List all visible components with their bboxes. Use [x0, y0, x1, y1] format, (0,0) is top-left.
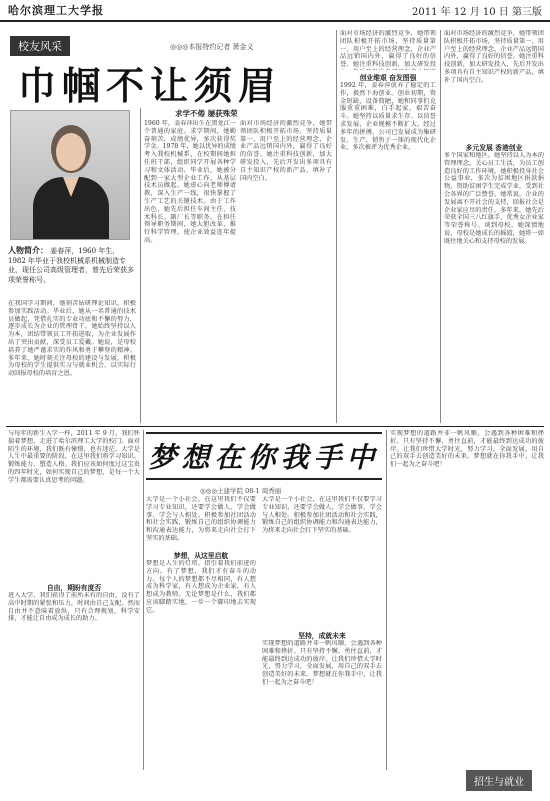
article1-col-far-head: 多元发展 香港创业 — [465, 144, 523, 152]
article2-col4: 实现梦想的道路并非一帆风顺，会遇到各种困难和挫折。只有坚持不懈，勇往直前，才能最终到达成功的彼岸。让我们珍惜大学时光，努力学习，全面发展，用自己的双手去创造美好的未来。梦想就在你我手中，让我们一起为之奋斗吧！ — [390, 430, 544, 469]
article2-byline: ◎◎◎土建学院 08-1 周秀丽 — [200, 487, 282, 495]
section-tag: 校友风采 — [10, 36, 70, 56]
article2-headline-box — [146, 432, 382, 480]
article1-col-right-top: 面对市场经济的激烈竞争，她带领团队积极开拓市场，坚持质量第一、用户至上的经营理念，企业产品远销国内外，赢得了良好的信誉。她注重科技创新，加大研发投 — [340, 30, 436, 69]
article2-col1b: 进入大学，我们获得了前所未有的自由，没有了高中时期的紧张和压力，时间由自己支配。然而自由并不意味着放纵，只有合理规划，科学安排，才能让自由成为成长的助力。 — [8, 592, 140, 623]
article1-col-far: 多个国家和地区。她坚持以人为本的管理理念，关心员工生活，为员工创造良好的工作环境。她积极投身社会公益事业，多次为贫困地区捐款捐物，资助贫困学生完成学业，受到社会各界的广泛赞誉。她常说，企业的发展离不开社会的支持，回报社会是企业家应尽的责任。多年来，她先后荣获全国三八红旗手、优秀女企业家等荣誉称号。谈到母校，她深情地说，母校是她成长的摇篮，她将一如既往地关心和支持母校的发展。 — [444, 152, 544, 245]
paper-name: 哈尔滨理工大学报 — [8, 4, 104, 17]
article1-subtitle: 求学不倦 屡获殊荣 — [175, 109, 238, 118]
footer-section-tag: 招生与就业 — [466, 770, 532, 791]
profile-text: 姜春萍，1960 年生，1982 年毕业于我校机械系机械制造专业，现任公司高级管理者，曾先后荣获多项荣誉称号。 — [8, 247, 134, 284]
masthead — [0, 0, 550, 22]
portrait-photo — [10, 110, 130, 240]
issue-date: 2011 年 12 月 10 日 第三版 — [412, 6, 542, 18]
article2-col3-intro: 大学是一个小社会，在这里我们不仅要学习专业知识，还要学会做人、学会做事、学会与人相处。积极参加社团活动和社会实践，锻炼自己的组织协调能力和沟通表达能力，为将来走向社会打下坚实的基础。 — [262, 496, 382, 535]
article1-col-mid2: 面对市场经济的激烈竞争，她带领团队积极开拓市场，坚持质量第一、用户至上的经营理念，企业产品远销国内外，赢得了良好的信誉。她注重科技创新，加大研发投入，先后开发出多项具有自主知识产权的新产品，填补了国内空白。 — [240, 120, 332, 182]
article1-col-far-top: 面对市场经济的激烈竞争，她带领团队积极开拓市场，坚持质量第一、用户至上的经营理念，企业产品远销国内外，赢得了良好的信誉。她注重科技创新，加大研发投入，先后开发出多项具有自主知识产权的新产品，填补了国内空白。 — [444, 30, 544, 84]
article1-byline: ◎◎◎本报特约记者 萧金义 — [170, 43, 254, 51]
article1-col-right-head: 创业维艰 奋发图强 — [359, 74, 417, 82]
article2-col3-head: 坚持，成就未来 — [298, 632, 346, 640]
article2-col3: 实现梦想的道路并非一帆风顺，会遇到各种困难和挫折。只有坚持不懈，勇往直前，才能最终到达成功的彼岸。让我们珍惜大学时光，努力学习，全面发展，用自己的双手去创造美好的未来。梦想就在你我手中，让我们一起为之奋斗吧！ — [262, 640, 382, 686]
article2-col1: 与每年的新生入学一样，2011 年 9 月，我们怀揣着梦想，走进了哈尔滨理工大学的校门。面对陌生的环境，我们既有憧憬，也有迷茫。大学是人生中最重要的阶段，在这里我们将学习知识、锻炼能力、塑造人格。我们应该如何度过这宝贵的四年时光，如何实现自己的梦想，是每一个大学生都需要认真思考的问题。 — [8, 430, 140, 484]
article1-col-right: 1992 年，姜春萍放弃了稳定的工作，毅然下海创业。创业初期，资金短缺，设备简陋，她和同事们克服重重困难，白手起家，艰苦奋斗。她坚持以质量求生存、以信誉求发展，企业规模不断扩大。经过多年的拼搏，公司已发展成为集研发、生产、销售于一体的现代化企业，多次被评为优秀企业。 — [340, 82, 436, 152]
article1-headline: 巾帼不让须眉 — [18, 64, 283, 108]
profile-box — [8, 246, 136, 285]
article2-col2-head: 梦想，从这里启航 — [173, 552, 229, 560]
profile-label: 人物简介： — [8, 245, 48, 255]
article1-col-mid: 1960 年，姜春萍出生在黑龙江一个普通的家庭。求学期间，她勤奋刻苦，成绩优异，多次获得奖学金。1978 年，她以优异的成绩考入我校机械系，在校期间她担任班干部，组织同学开展各种学习和文体活动。毕业后，她被分配到一家大型企业工作，从基层技术员做起，她虚心向老师傅请教，深入生产一线，很快掌握了生产工艺的关键技术。由于工作出色，她先后担任车间主任、技术科长、副厂长等职务。在担任领导职务期间，她大胆改革，推行科学管理，使企业效益连年提高。 — [144, 120, 236, 244]
article2-headline: 梦想在你我手中 — [148, 441, 380, 474]
article1-col-left: 在我国学习期间，她刻苦钻研理论知识，积极参加实践活动。毕业后，她从一名普通的技术员做起，凭借扎实的专业功底和不懈的努力，逐步成长为企业的管理骨干。她始终坚持以人为本，团结带领员工开拓进取，为企业发展作出了突出贡献，深受员工爱戴。她说，是母校培养了她严谨求实的作风和勇于攀登的精神。多年来，她时刻关注母校的建设与发展，积极为母校的学生提供实习与就业机会，以实际行动回报母校的培育之恩。 — [8, 300, 136, 378]
article2-col2-intro: 大学是一个小社会，在这里我们不仅要学习专业知识，还要学会做人、学会做事、学会与人相处。积极参加社团活动和社会实践，锻炼自己的组织协调能力和沟通表达能力，为将来走向社会打下坚实的基础。 — [146, 496, 256, 542]
article2-col1-head: 自由，期盼有度否 — [46, 584, 102, 592]
article2-col2: 梦想是人生的灯塔，指引着我们前进的方向。有了梦想，我们才有奋斗的动力。每个人的梦想都不尽相同，有人想成为科学家，有人想成为企业家，有人想成为教师。无论梦想是什么，我们都应该脚踏实地，一步一个脚印地去实现它。 — [146, 560, 256, 614]
